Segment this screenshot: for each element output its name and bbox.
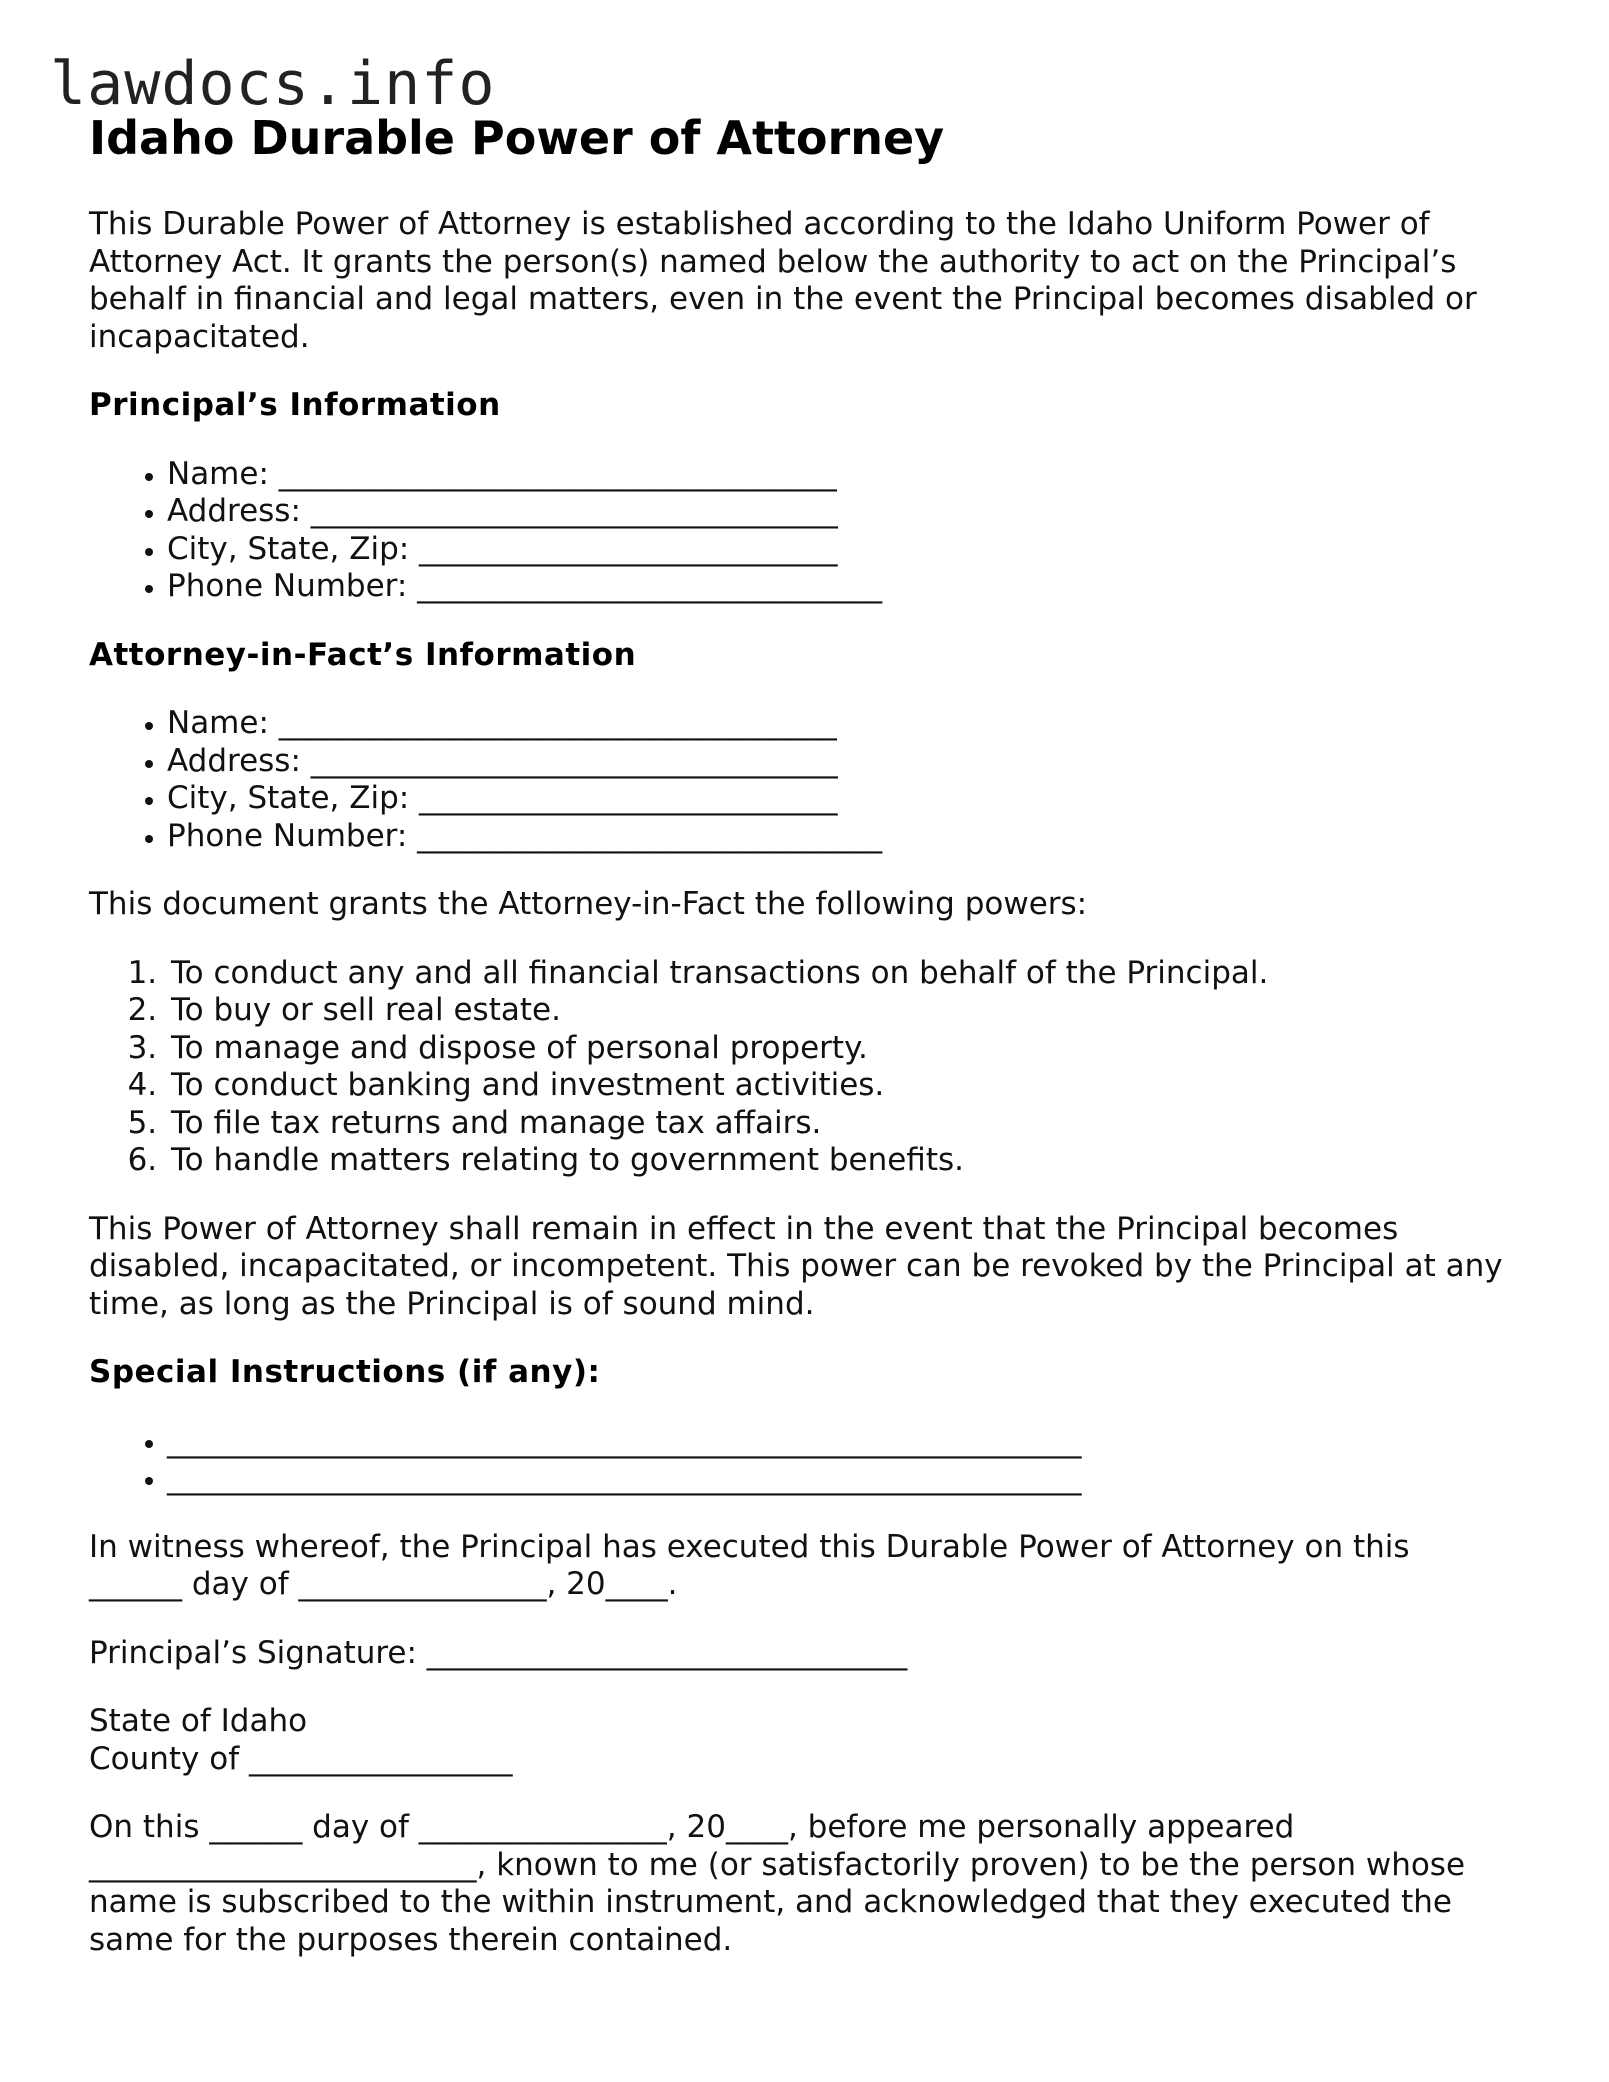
notary-line: _________________________, known to me (or satisfactorily proven) to be the person whose: [89, 1846, 1466, 1883]
notary-line: On this ______ day of ________________, 20____, before me personally appeared: [89, 1809, 1295, 1845]
special-instruction-line: • ___________________________________________________________: [167, 1423, 1529, 1461]
power-item: 2. To buy or sell real estate.: [167, 992, 1529, 1030]
power-item: 4. To conduct banking and investment activities.: [167, 1067, 1529, 1105]
power-item: 3. To manage and dispose of personal property.: [167, 1030, 1529, 1068]
witness-line: In witness whereof, the Principal has executed this Durable Power of Attorney on this: [89, 1528, 1410, 1565]
special-instructions-heading: Special Instructions (if any):: [89, 1354, 601, 1390]
document-title: Idaho Durable Power of Attorney: [89, 111, 945, 165]
special-instruction-line: • ___________________________________________________________: [167, 1460, 1529, 1498]
durability-paragraph: This Power of Attorney shall remain in effect in the event that the Principal becomes disabled, incapacitated, or incompetent. This power can be revoked by the Principal at any time, as long as the Principal is of sound mind.: [89, 1210, 1503, 1322]
power-item: 5. To file tax returns and manage tax affairs.: [167, 1105, 1529, 1143]
attorney-phone-field: • Phone Number: ______________________________: [167, 818, 1529, 856]
notary-venue: [89, 1703, 1529, 1778]
attorney-info-heading: Attorney-in-Fact’s Information: [89, 636, 637, 673]
notary-state: State of Idaho: [89, 1703, 308, 1739]
witness-date-line: ______ day of ________________, 20____.: [89, 1566, 678, 1602]
principal-phone-field: • Phone Number: ______________________________: [167, 568, 1529, 606]
principal-signature-line: Principal’s Signature: _______________________________: [89, 1634, 908, 1671]
attorney-address-field: • Address: __________________________________: [167, 743, 1529, 781]
power-item: 1. To conduct any and all financial transactions on behalf of the Principal.: [167, 955, 1529, 993]
powers-intro: This document grants the Attorney-in-Fact the following powers:: [89, 886, 1088, 922]
attorney-name-field: • Name: ____________________________________: [167, 705, 1529, 743]
attorney-city-state-zip-field: • City, State, Zip: ___________________________: [167, 780, 1529, 818]
witness-paragraph: [89, 1529, 1529, 1604]
power-item: 6. To handle matters relating to government benefits.: [167, 1142, 1529, 1180]
powers-list: [89, 955, 1529, 1180]
principal-info-list: [89, 456, 1529, 606]
principal-info-heading: Principal’s Information: [89, 387, 501, 423]
principal-city-state-zip-field: • City, State, Zip: ___________________________: [167, 531, 1529, 569]
principal-address-field: • Address: __________________________________: [167, 493, 1529, 531]
attorney-info-list: [89, 705, 1529, 855]
notary-line: same for the purposes therein contained.: [89, 1921, 733, 1958]
notary-line: name is subscribed to the within instrument, and acknowledged that they executed the: [89, 1884, 1453, 1920]
special-instructions-list: [89, 1423, 1529, 1498]
notary-acknowledgment: [89, 1809, 1529, 1959]
intro-paragraph: This Durable Power of Attorney is established according to the Idaho Uniform Power of Attorney Act. It grants the person(s) named below the authority to act on the Principal’s behalf in financial and legal matters, even in the event the Principal becomes disabled or incapacitated.: [89, 206, 1477, 355]
notary-county: County of _________________: [89, 1740, 513, 1777]
principal-name-field: • Name: ____________________________________: [167, 456, 1529, 494]
document-body: [89, 110, 1529, 1959]
site-watermark: lawdocs.info: [50, 49, 496, 119]
